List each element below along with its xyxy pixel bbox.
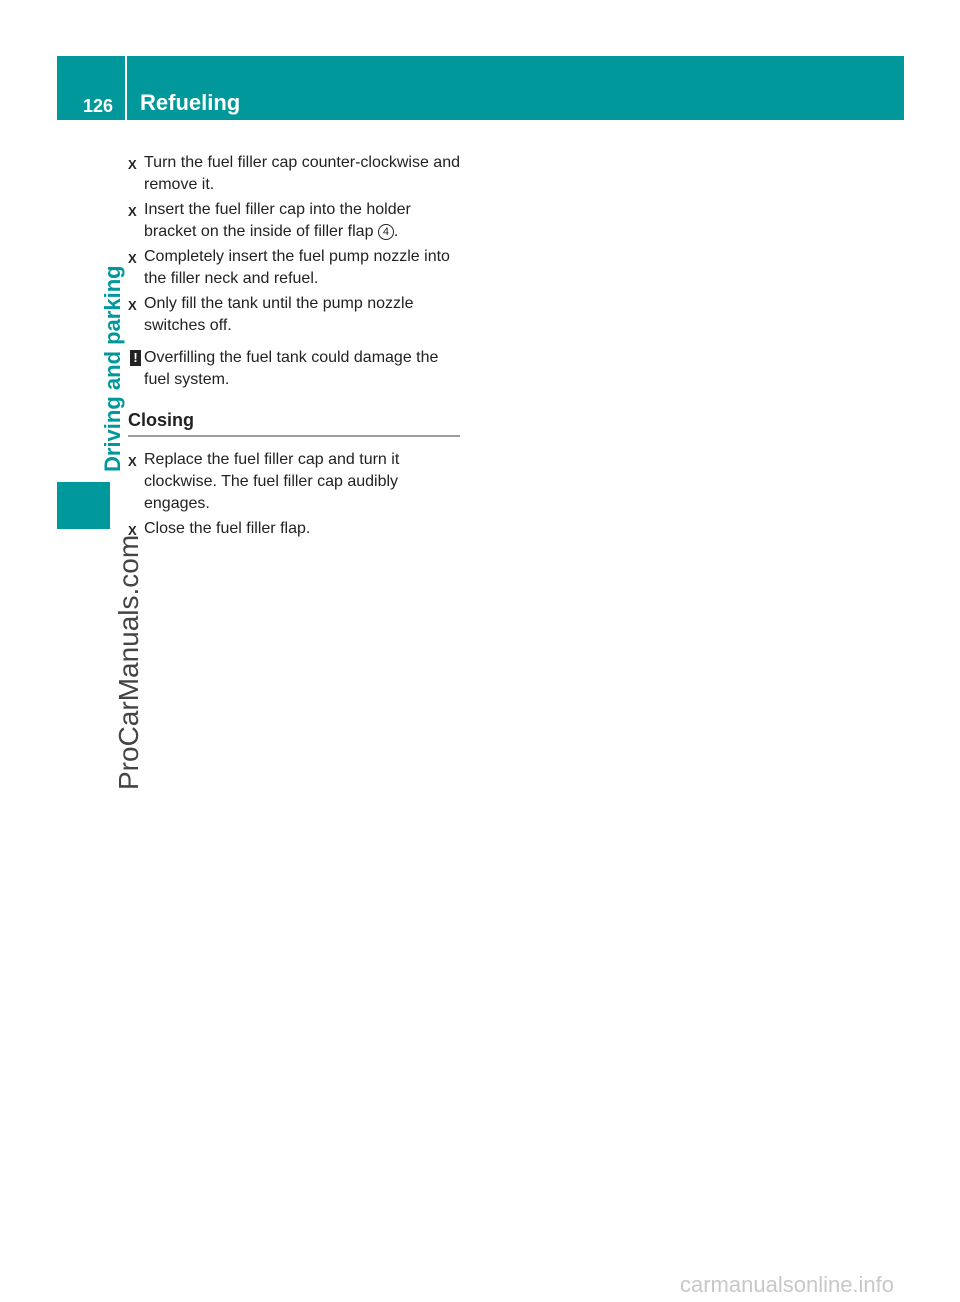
- step-marker-icon: X: [128, 454, 137, 469]
- step-text: Only fill the tank until the pump nozzle switches off.: [144, 295, 414, 334]
- side-tab-block: [57, 482, 110, 529]
- main-content: [128, 152, 460, 543]
- step-text: Replace the fuel filler cap and turn it clockwise. The fuel filler cap audibly engages.: [144, 451, 400, 512]
- header-bar: [57, 56, 904, 120]
- page-number: 126: [83, 96, 114, 116]
- header-divider: [125, 56, 127, 120]
- step-text: Insert the fuel filler cap into the holder bracket on the inside of filler flap: [144, 201, 411, 240]
- step-text: Completely insert the fuel pump nozzle into the filler neck and refuel.: [144, 248, 450, 287]
- step-insert-nozzle: [128, 246, 460, 290]
- closing-heading: Closing: [128, 409, 460, 437]
- callout-number-icon: 4: [378, 224, 394, 240]
- step-remove-cap: [128, 152, 460, 196]
- step-text-end: .: [393, 223, 399, 240]
- warning-note: [128, 347, 460, 391]
- step-fill-tank: [128, 293, 460, 337]
- step-insert-cap: [128, 199, 460, 243]
- step-close-flap: [128, 518, 460, 540]
- step-marker-icon: X: [128, 204, 137, 219]
- step-text: Turn the fuel filler cap counter-clockwise and remove it.: [144, 154, 460, 193]
- step-marker-icon: X: [128, 157, 137, 172]
- warning-icon: !: [130, 350, 141, 366]
- step-marker-icon: X: [128, 298, 137, 313]
- side-watermark: ProCarManuals.com: [113, 534, 144, 790]
- step-text: Close the fuel filler flap.: [144, 520, 311, 537]
- step-replace-cap: [128, 449, 460, 515]
- step-marker-icon: X: [128, 251, 137, 266]
- side-tab-label: Driving and parking: [100, 265, 125, 472]
- footer-watermark: carmanualsonline.info: [680, 1272, 895, 1297]
- step-marker-icon: X: [128, 523, 137, 538]
- section-title: Refueling: [140, 90, 241, 115]
- warning-text: Overfilling the fuel tank could damage the fuel system.: [144, 349, 439, 388]
